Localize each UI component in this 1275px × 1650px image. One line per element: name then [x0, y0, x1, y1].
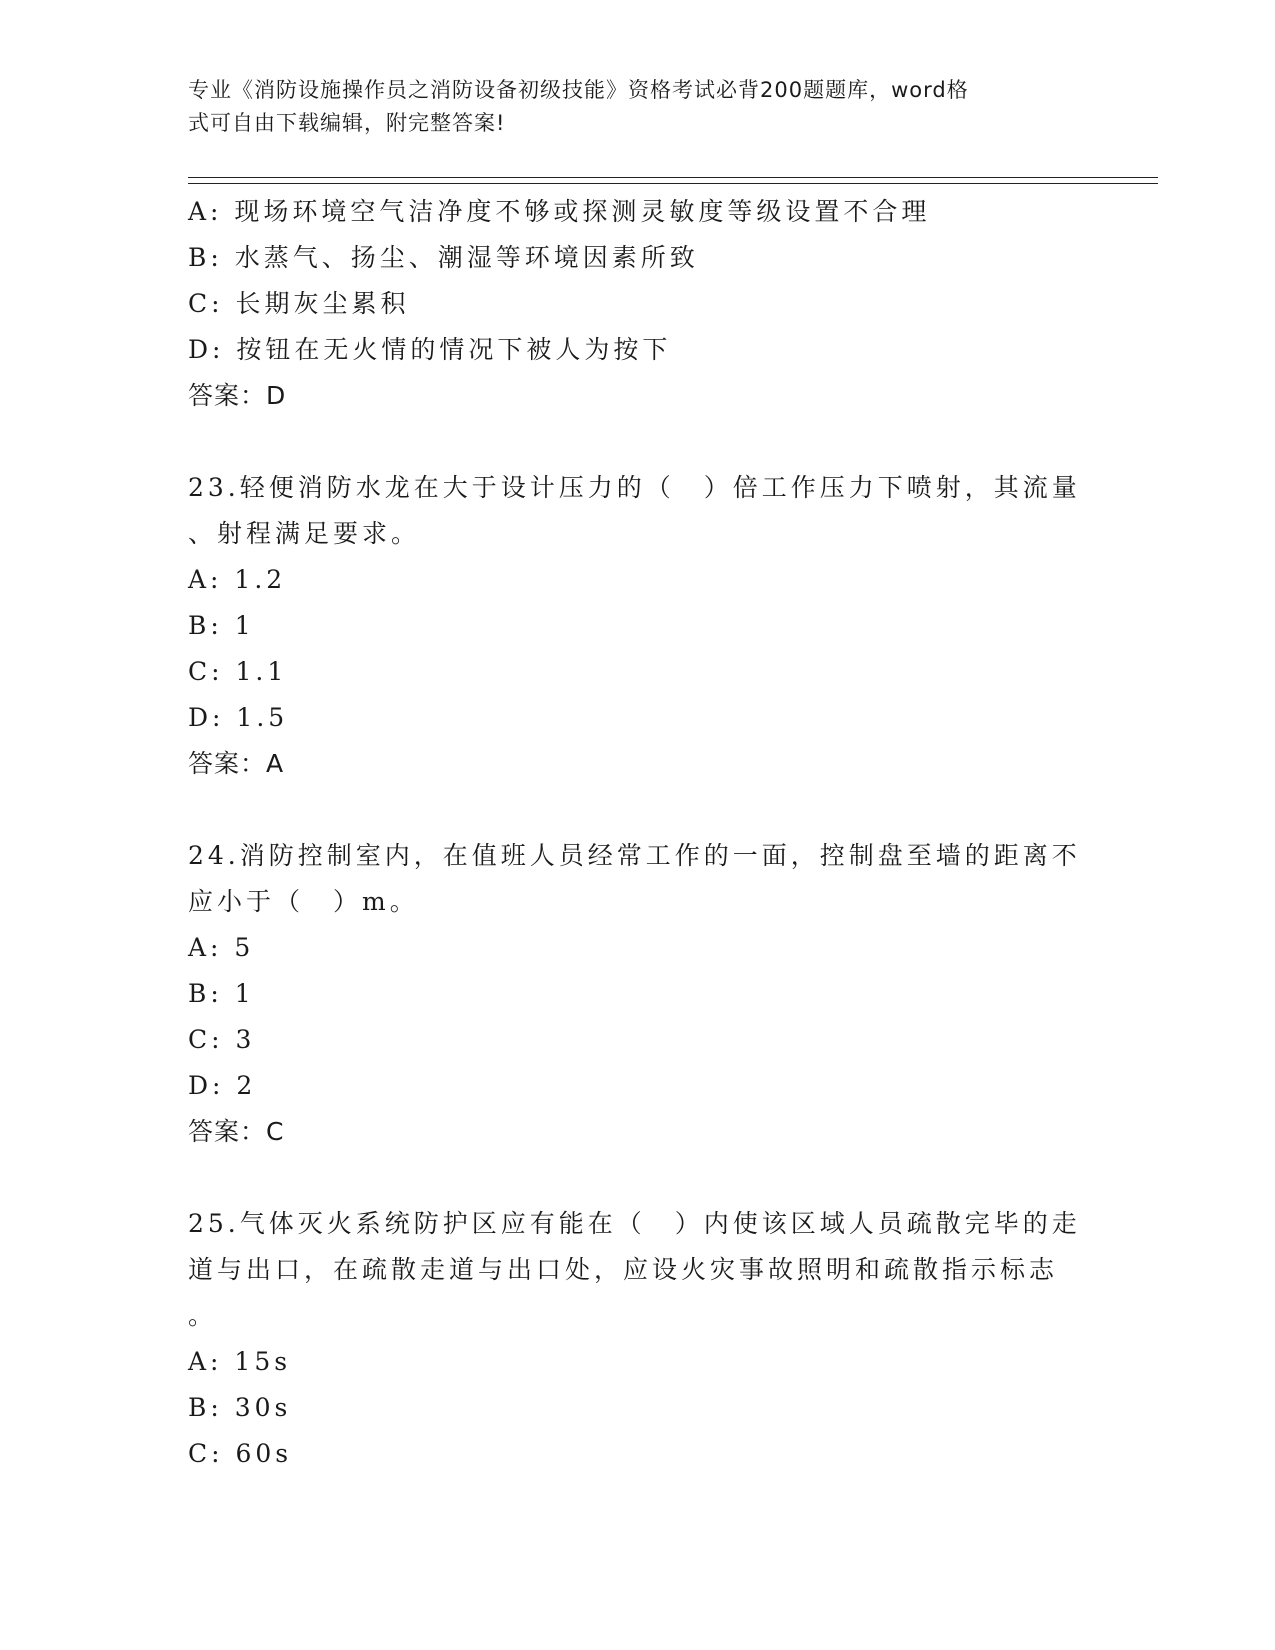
- question-23: [188, 465, 1088, 787]
- option-b: B: 1: [188, 611, 255, 640]
- option-a: A: 15s: [188, 1347, 292, 1376]
- spacer: [188, 419, 1088, 465]
- option-b: B: 30s: [188, 1393, 292, 1422]
- option-c: C: 1.1: [188, 657, 288, 686]
- question-text-line-3: 。: [188, 1301, 218, 1330]
- question-text-line-2: 应小于（ ）m。: [188, 887, 419, 916]
- answer-line: 答案：A: [188, 749, 285, 778]
- header-title-line-2: 式可自由下载编辑，附完整答案!: [188, 111, 506, 135]
- question-24: [188, 833, 1088, 1155]
- question-text-line-1: 24.消防控制室内，在值班人员经常工作的一面，控制盘至墙的距离不: [188, 841, 1081, 870]
- header-divider-bottom: [188, 183, 1158, 184]
- header-title-line-1: 专业《消防设施操作员之消防设备初级技能》资格考试必背200题题库，word格: [188, 78, 969, 102]
- spacer: [188, 787, 1088, 833]
- option-a: A: 现场环境空气洁净度不够或探测灵敏度等级设置不合理: [188, 197, 931, 226]
- option-c: C: 60s: [188, 1439, 293, 1468]
- question-text-line-2: 道与出口，在疏散走道与出口处，应设火灾事故照明和疏散指示标志: [188, 1255, 1059, 1284]
- question-text-line-1: 23.轻便消防水龙在大于设计压力的（ ）倍工作压力下喷射，其流量: [188, 473, 1081, 502]
- answer-line: 答案：C: [188, 1117, 285, 1146]
- question-22: [188, 189, 1088, 419]
- answer-line: 答案：D: [188, 381, 287, 410]
- question-text-line-2: 、射程满足要求。: [188, 519, 421, 548]
- option-a: A: 1.2: [188, 565, 287, 594]
- header-divider-top: [188, 177, 1158, 178]
- spacer: [188, 1155, 1088, 1201]
- option-d: D: 2: [188, 1071, 257, 1100]
- question-text-line-1: 25.气体灭火系统防护区应有能在（ ）内使该区域人员疏散完毕的走: [188, 1209, 1081, 1238]
- question-25: [188, 1201, 1088, 1477]
- option-d: D: 1.5: [188, 703, 289, 732]
- option-b: B: 水蒸气、扬尘、潮湿等环境因素所致: [188, 243, 699, 272]
- option-a: A: 5: [188, 933, 255, 962]
- option-d: D: 按钮在无火情的情况下被人为按下: [188, 335, 672, 364]
- document-header: [188, 74, 1068, 140]
- question-list: [188, 189, 1088, 1477]
- option-b: B: 1: [188, 979, 255, 1008]
- option-c: C: 3: [188, 1025, 256, 1054]
- option-c: C: 长期灰尘累积: [188, 289, 410, 318]
